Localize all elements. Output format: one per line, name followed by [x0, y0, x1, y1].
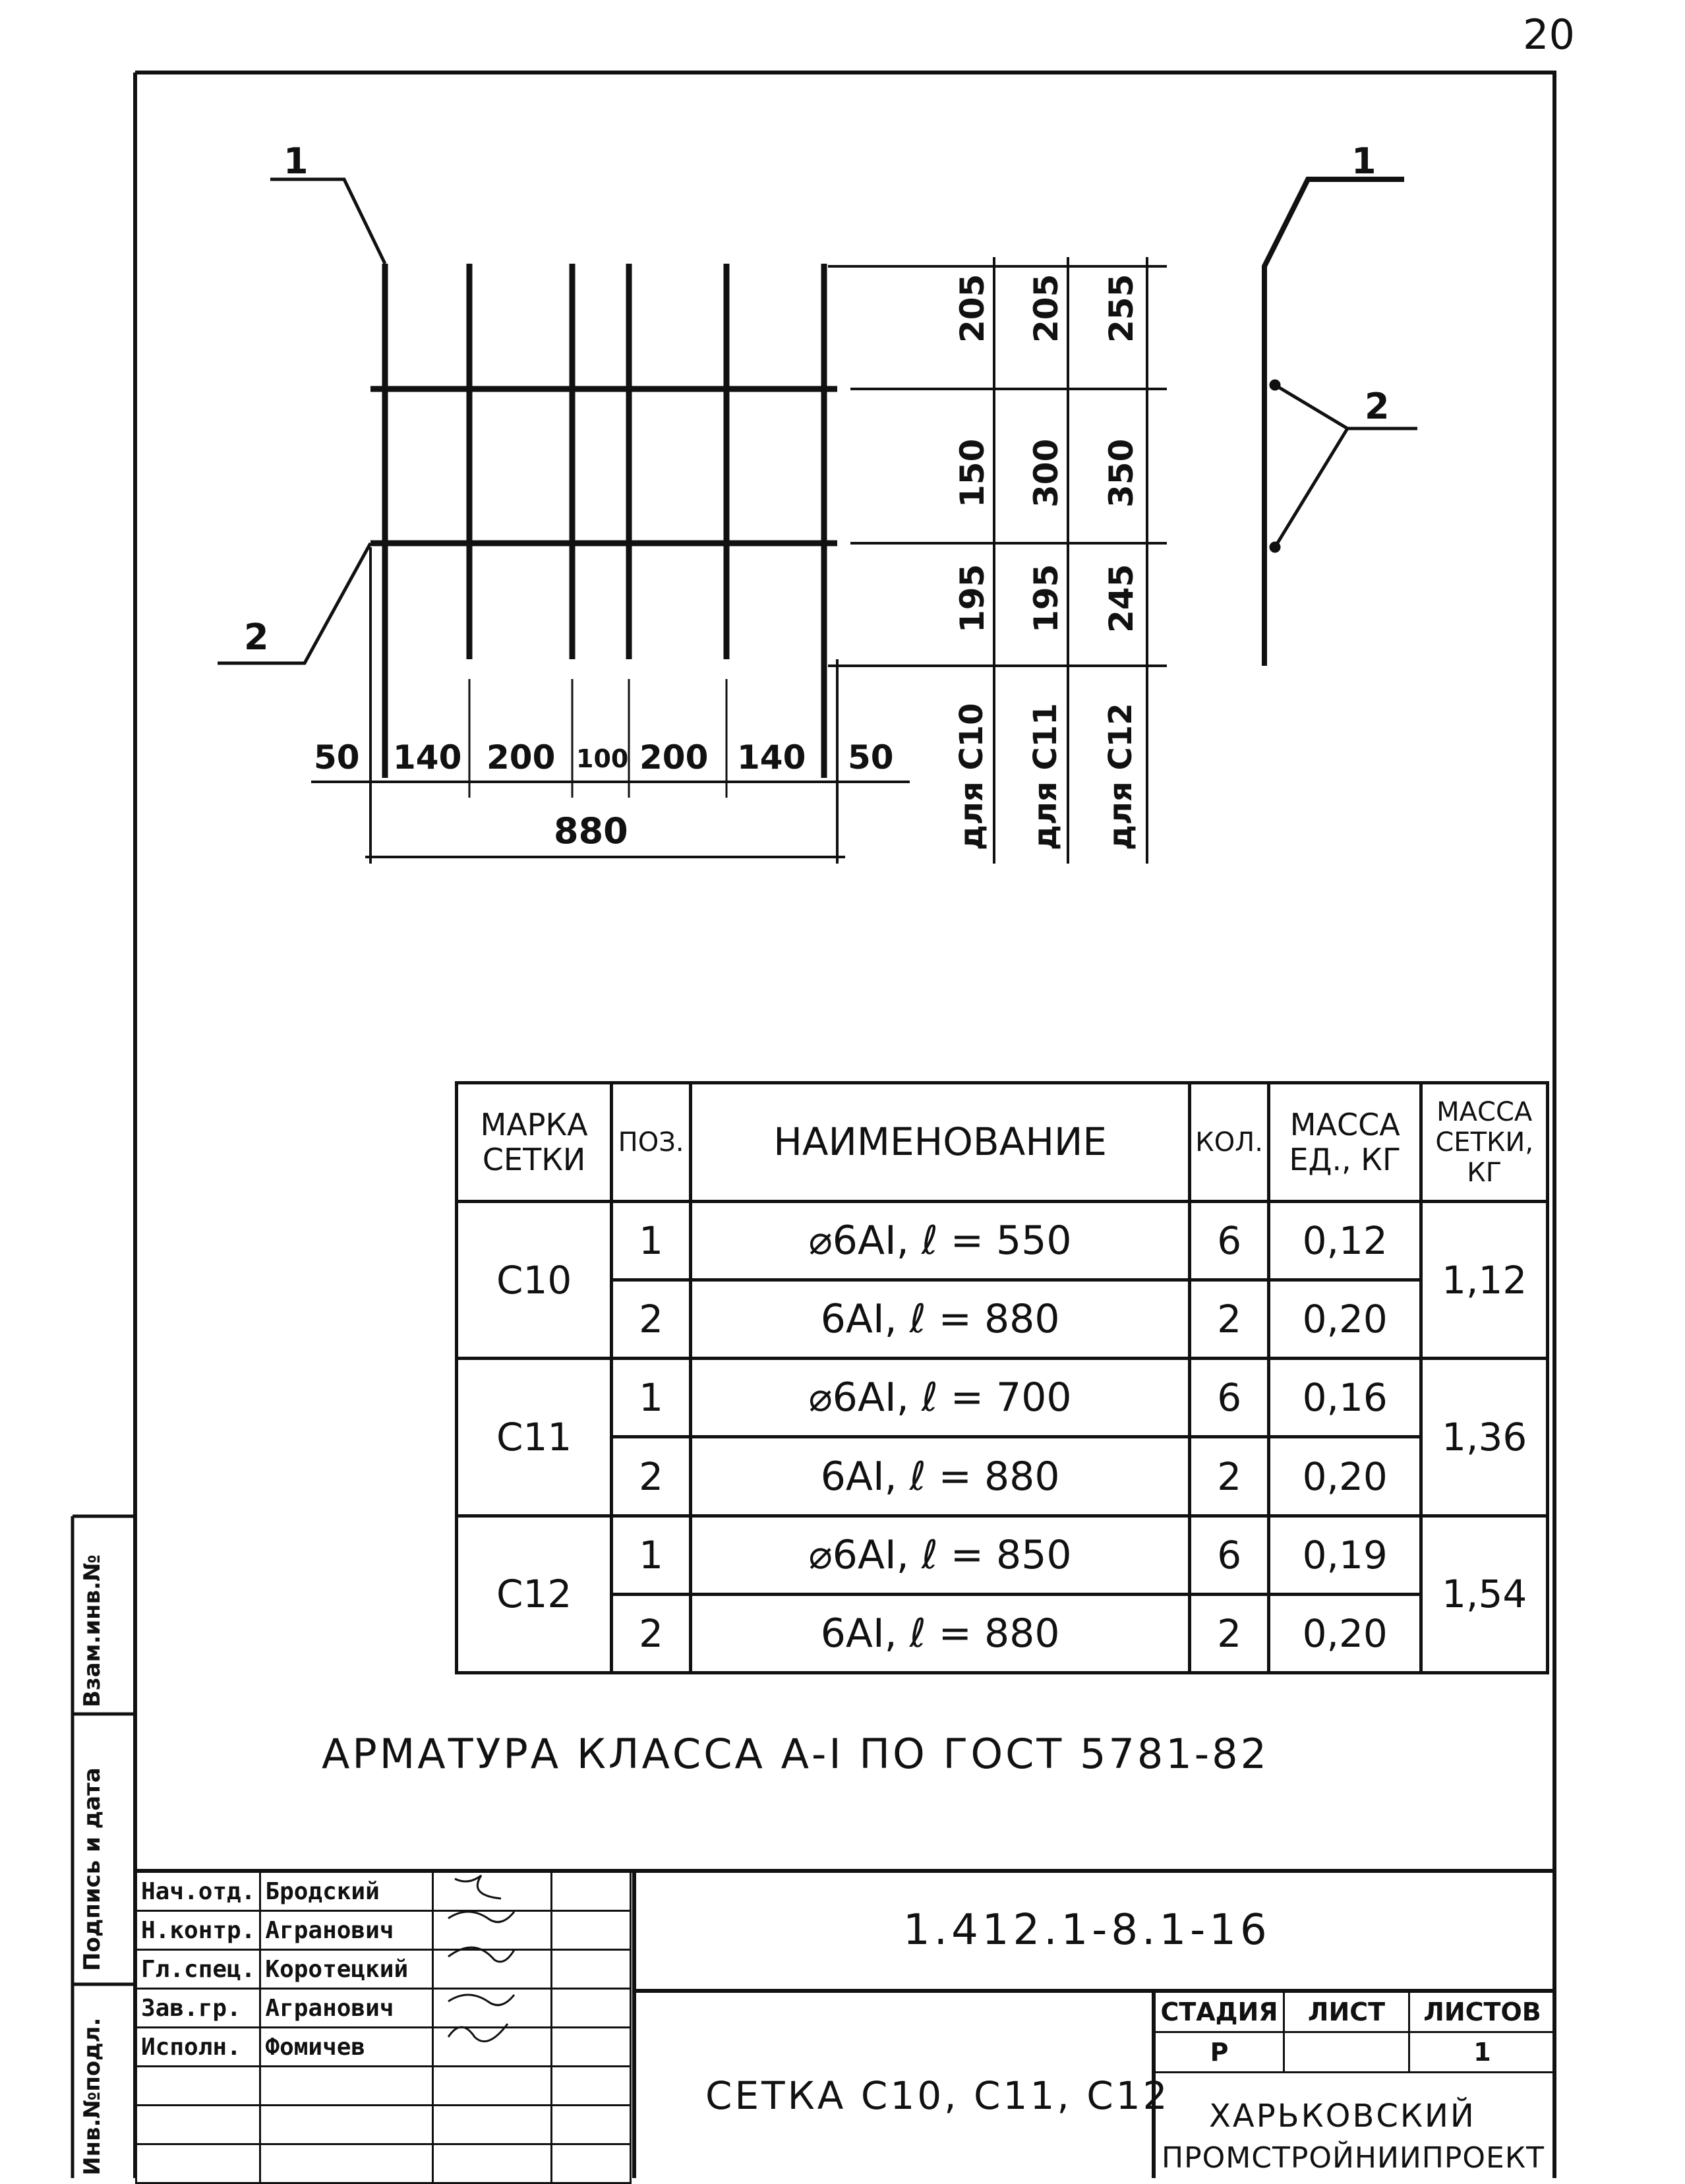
- dim-100: 100: [576, 744, 629, 773]
- callout-1-leader: [270, 179, 385, 264]
- cell-mass: 0,20: [1269, 1594, 1421, 1672]
- callout-2-leader: [218, 543, 370, 663]
- date-cell: [552, 2028, 631, 2067]
- cell-qty: 6: [1190, 1359, 1269, 1437]
- cell-mark-c10: С10: [457, 1202, 612, 1359]
- cell-name: 6АI, ℓ = 880: [691, 1594, 1190, 1672]
- person-name: Агранович: [260, 1989, 433, 2028]
- stage-label: СТАДИЯ: [1155, 1992, 1284, 2032]
- signature-cell: [433, 1950, 552, 1989]
- role: Зав.гр.: [136, 1989, 260, 2028]
- org-name-line2: ПРОМСТРОЙНИИПРОЕКТ: [1162, 2141, 1545, 2175]
- cell-qty: 2: [1190, 1280, 1269, 1359]
- dim-200-right: 200: [639, 738, 709, 777]
- side-callout-2-leader: [1275, 428, 1347, 547]
- date-cell: [552, 1989, 631, 2028]
- cell-name: ⌀6АI, ℓ = 550: [691, 1202, 1190, 1280]
- table-row: [457, 1359, 1548, 1437]
- cell-name: 6АI, ℓ = 880: [691, 1437, 1190, 1516]
- callout-1-label: 1: [283, 140, 309, 182]
- signature-cell: [433, 1872, 552, 1911]
- table-row: [457, 1202, 1548, 1280]
- cell-mesh-mass-c12: 1,54: [1421, 1516, 1548, 1672]
- sheets-value: 1: [1409, 2032, 1556, 2073]
- cell-pos: 2: [612, 1437, 691, 1516]
- dim-c11-bot: 195: [1027, 564, 1065, 633]
- person-name: Фомичев: [260, 2028, 433, 2067]
- approval-row: [136, 1989, 631, 2028]
- approval-row: [136, 1911, 631, 1950]
- document-code: 1.412.1-8.1-16: [903, 1906, 1271, 1955]
- role: Гл.спец.: [136, 1950, 260, 1989]
- dim-c12-bot: 245: [1102, 564, 1140, 633]
- cell-mass: 0,20: [1269, 1280, 1421, 1359]
- cell-mass: 0,12: [1269, 1202, 1421, 1280]
- approval-table: [135, 1871, 632, 2184]
- cell-mark-c12: С12: [457, 1516, 612, 1672]
- cell-qty: 2: [1190, 1437, 1269, 1516]
- dim-c10-top: 205: [953, 274, 991, 343]
- cell-name: 6АI, ℓ = 880: [691, 1280, 1190, 1359]
- cell-qty: 2: [1190, 1594, 1269, 1672]
- header-mesh-mass: МАССА СЕТКИ, КГ: [1421, 1083, 1548, 1202]
- cell-mass: 0,19: [1269, 1516, 1421, 1594]
- date-cell: [552, 1872, 631, 1911]
- person-name: Бродский: [260, 1872, 433, 1911]
- stage-value: Р: [1155, 2032, 1284, 2073]
- dim-140-right: 140: [737, 738, 806, 777]
- date-cell: [552, 1950, 631, 1989]
- cell-mesh-mass-c11: 1,36: [1421, 1359, 1548, 1516]
- table-row: [457, 1280, 1548, 1359]
- table-row: [457, 1594, 1548, 1672]
- label-for-c11: для С11: [1027, 703, 1064, 850]
- approval-row: [136, 1872, 631, 1911]
- dim-c10-mid: 150: [953, 438, 991, 508]
- specification-table: [455, 1081, 1549, 1674]
- side-stamp-replace-inv: Взам.инв.№: [79, 1554, 105, 1707]
- header-name: НАИМЕНОВАНИЕ: [691, 1083, 1190, 1202]
- role: Н.контр.: [136, 1911, 260, 1950]
- cell-pos: 1: [612, 1359, 691, 1437]
- approval-row: [136, 1950, 631, 1989]
- person-name: Агранович: [260, 1911, 433, 1950]
- callout-2-label: 2: [244, 616, 269, 658]
- side-callout-1-label: 1: [1351, 140, 1376, 182]
- date-cell: [552, 1911, 631, 1950]
- approval-row-empty: [136, 2144, 631, 2183]
- table-header-row: [457, 1083, 1548, 1202]
- side-callout-2-leader: [1275, 385, 1417, 428]
- dim-c11-mid: 300: [1027, 438, 1065, 508]
- label-for-c10: для С10: [953, 703, 990, 850]
- sheet-label: ЛИСТ: [1284, 1992, 1409, 2032]
- cell-qty: 6: [1190, 1202, 1269, 1280]
- dim-50-right: 50: [848, 738, 894, 777]
- role: Исполн.: [136, 2028, 260, 2067]
- role: Нач.отд.: [136, 1872, 260, 1911]
- dim-c11-top: 205: [1027, 274, 1065, 343]
- reinforcement-note: АРМАТУРА КЛАССА А-I ПО ГОСТ 5781-82: [322, 1730, 1270, 1778]
- cell-mass: 0,16: [1269, 1359, 1421, 1437]
- header-pos: ПОЗ.: [612, 1083, 691, 1202]
- cell-mass: 0,20: [1269, 1437, 1421, 1516]
- signature-cell: [433, 1989, 552, 2028]
- cell-pos: 2: [612, 1594, 691, 1672]
- dim-c10-bot: 195: [953, 564, 991, 633]
- cell-mesh-mass-c10: 1,12: [1421, 1202, 1548, 1359]
- dim-140-left: 140: [393, 738, 462, 777]
- sheets-label: ЛИСТОВ: [1409, 1992, 1556, 2032]
- table-row: [457, 1516, 1548, 1594]
- header-qty: КОЛ.: [1190, 1083, 1269, 1202]
- signature-cell: [433, 1911, 552, 1950]
- sheet-value: [1284, 2032, 1409, 2073]
- label-for-c12: для С12: [1102, 703, 1139, 850]
- dim-c12-mid: 350: [1102, 438, 1140, 508]
- header-mark: МАРКА СЕТКИ: [457, 1083, 612, 1202]
- side-stamp-inv-orig: Инв.№подл.: [79, 2017, 105, 2175]
- sheet-title: СЕТКА С10, С11, С12: [705, 2073, 1170, 2118]
- dim-50-left: 50: [314, 738, 360, 777]
- cell-mark-c11: С11: [457, 1359, 612, 1516]
- dim-total-880: 880: [554, 810, 628, 852]
- side-stamp-sign-date: Подпись и дата: [79, 1767, 105, 1971]
- cell-name: ⌀6АI, ℓ = 850: [691, 1516, 1190, 1594]
- table-row: [457, 1437, 1548, 1516]
- page-number: 20: [1523, 11, 1575, 59]
- cell-pos: 1: [612, 1516, 691, 1594]
- signature-cell: [433, 2028, 552, 2067]
- approval-row: [136, 2028, 631, 2067]
- cell-name: ⌀6АI, ℓ = 700: [691, 1359, 1190, 1437]
- cell-pos: 1: [612, 1202, 691, 1280]
- cell-qty: 6: [1190, 1516, 1269, 1594]
- org-name-line1: ХАРЬКОВСКИЙ: [1209, 2098, 1476, 2135]
- person-name: Коротецкий: [260, 1950, 433, 1989]
- side-callout-2-label: 2: [1365, 386, 1390, 427]
- approval-row-empty: [136, 2067, 631, 2106]
- header-unit-mass: МАССА ЕД., КГ: [1269, 1083, 1421, 1202]
- stage-table: [1154, 1991, 1556, 2073]
- cell-pos: 2: [612, 1280, 691, 1359]
- dim-200-left: 200: [487, 738, 556, 777]
- dim-c12-top: 255: [1102, 274, 1140, 343]
- approval-row-empty: [136, 2106, 631, 2144]
